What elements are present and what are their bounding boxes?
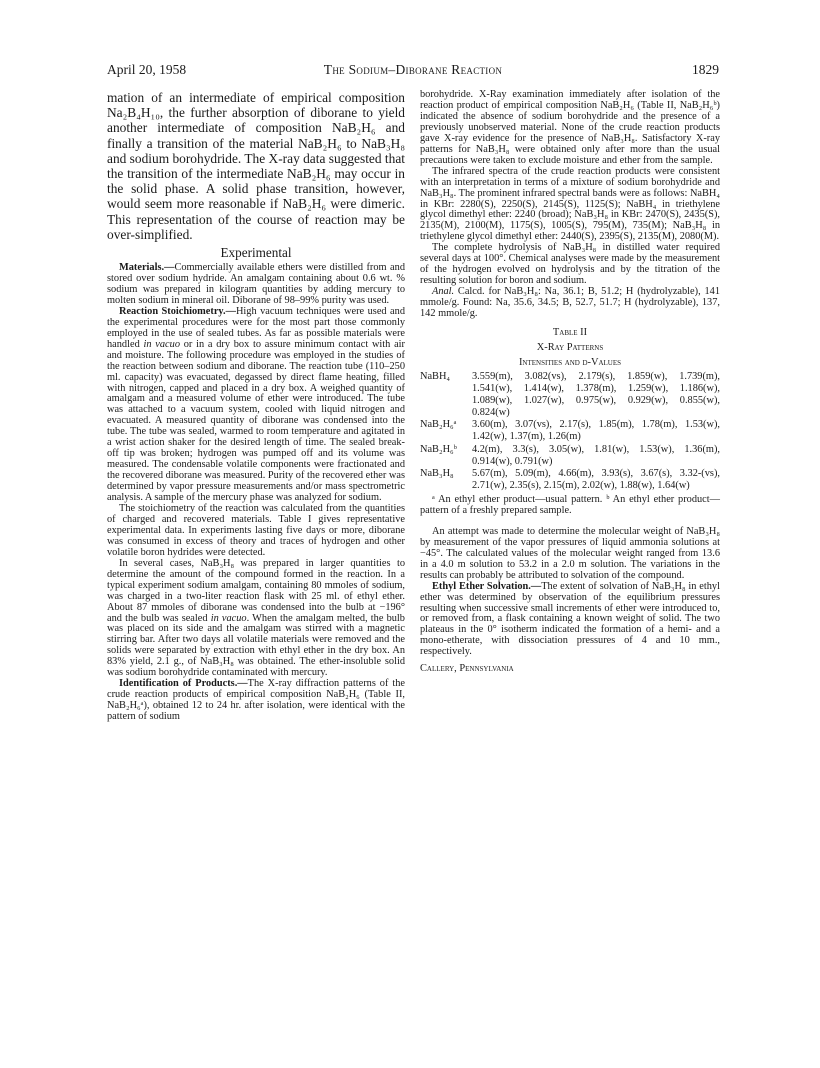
- stoichiometry-paragraph-2: The stoichiometry of the reaction was calculated from the quantities of charged and recovered materials. Table I gives representative experimental data. In experiments lasting five days or more, diborane was consumed in excess of theory and traces of hydrogen and other volatile boron hydrides were detected.: [107, 503, 405, 558]
- section-heading-experimental: Experimental: [220, 245, 292, 261]
- stoichiometry-text-b: or in a dry box to assure minimum contact with air and moisture. The following procedure was employed in the studies of the reaction between sodium and diborane. The reaction tube (110–250 ml. capacity) was evacuated, degassed by direct flame heating, filled with nitrogen, capped and placed in a dry box. A weighed quantity of amalgam and a measured volume of ether were introduced. The tube was attached to a vacuum system, cooled with liquid nitrogen and evacuated. A measured quantity of diborane was condensed into the tube. The tube was sealed, warmed to room temperature and agitated in a wrist action shaker for the desired length of time. The sealed break-off tip was broken; hydrogen was pumped off and its volume was measured. The condensable volatile components were fractionated and the recovered diborane was measured. Purity of the recovered ether was determined by vapor pressure measurements and/or mass spectrometric analysis. A sample of the mercury phase was analyzed for sodium.: [107, 338, 405, 504]
- table-row: [420, 371, 720, 419]
- infrared-paragraph: The infrared spectra of the crude reaction products were consistent with an interpretation in terms of a mixture of sodium borohydride and NaB₃H₈. The prominent infrared spectral bands were as follows: NaBH₄ in KBr: 2280(S), 2250(S), 2145(S), 1125(S); NaBH₄ in triethylene glycol dimethyl ether: 2240 (broad); NaB₃H₈ in KBr: 2470(S), 2435(S), 2135(M), 2100(M), 1175(S), 1005(S), 795(M), 735(M); NaB₃H₈ in triethylene glycol dimethyl ether: 2440(S), 2395(S), 2135(M), 2080(M).: [420, 165, 720, 243]
- table-subtitle: Intensities and d-Values: [518, 357, 622, 369]
- solvation-label: Ethyl Ether Solvation.—: [432, 580, 542, 592]
- stoichiometry-paragraph: [107, 307, 405, 504]
- materials-paragraph: [107, 263, 405, 307]
- table-row: [420, 468, 720, 492]
- several-cases-text-a: In several cases, NaB₃H₈ was prepared in larger quantities to determine the amount of the compound formed in the reaction. In a typical experiment sodium amalgam, containing 80 mmoles of sodium, was charged in a two-liter reaction flask with 25 ml. of ethyl ether. About 87 mmoles of diborane was condensed into the bulb at −196° and the bulb was sealed: [107, 557, 405, 624]
- stoichiometry-label: Reaction Stoichiometry.—: [119, 305, 236, 317]
- table-title: X-Ray Patterns: [536, 342, 604, 354]
- xray-paragraph: borohydride. X-Ray examination immediately after isolation of the reaction product of empirical composition NaB₂H₆ (Table II, NaB₂H₆ᵇ) indicated the absence of sodium borohydride and the presence of a previously unobserved material. None of the crude reaction products gave X-ray evidence for the presence of NaB₃H₈. Satisfactory X-ray patterns for NaB₃H₈ were obtained only after more than the usual precautions were taken to exclude moisture and ether from the sample.: [420, 89, 720, 166]
- xray-table: [420, 371, 720, 492]
- identification-label: Identification of Products.—: [119, 678, 248, 690]
- intro-paragraph: mation of an intermediate of empirical composition Na₂B₄H₁₀, the further absorption of diborane to yield another intermediate of composition NaB₂H₆ and finally a transition of the material NaB₂H₆ to NaB₃H₈ and sodium borohydride. The X-ray data suggested that the transition of the intermediate NaB₂H₆ may occur in the solid phase. A solid phase transition, however, would seem more reasonable if NaB₂H₆ were dimeric. This representation of the course of reaction may be over-simplified.: [107, 90, 405, 242]
- page-number: 1829: [692, 62, 719, 77]
- several-cases-paragraph: [107, 559, 405, 679]
- table-row: [420, 419, 720, 443]
- values-cell: 4.2(m), 3.3(s), 3.05(w), 1.81(w), 1.53(w), 1.36(m), 0.914(w), 0.791(w): [472, 443, 720, 467]
- several-cases-text-b: . When the amalgam melted, the bulb was placed on its side and the amalgam was stirred with a magnetic stirring bar. After two days all volatile materials were removed and the solids were separated by extraction with ethyl ether in the dry box. An 83% yield, 2.1 g., of NaB₃H₈ was obtained. The ether-insoluble solid was sodium borohydride contaminated with mercury.: [107, 612, 405, 679]
- hydrolysis-paragraph: The complete hydrolysis of NaB₃H₈ in distilled water required several days at 100°. Chemical analyses were made by the measurement of the hydrogen evolved on hydrolysis and by the titration of the resulting solution for boron and sodium.: [420, 242, 720, 287]
- analysis-label: Anal.: [432, 286, 455, 298]
- stoichiometry-italic: in vacuo: [143, 338, 180, 350]
- compound-cell: NaB₃H₈: [420, 467, 454, 479]
- several-cases-italic: in vacuo: [210, 612, 247, 624]
- table-number: Table II: [552, 327, 588, 339]
- header-date: April 20, 1958: [107, 62, 187, 77]
- stoichiometry-text-a: High vacuum techniques were used and the experimental procedures were for the most part those commonly employed in the use of sealed tubes. As far as possible materials were handled: [107, 305, 405, 350]
- compound-cell: NaB₂H₆ᵇ: [420, 443, 457, 455]
- values-cell: 3.60(m), 3.07(vs), 2.17(s), 1.85(m), 1.78(m), 1.53(w), 1.42(w), 1.37(m), 1.26(m): [472, 419, 720, 443]
- right-column: [420, 90, 720, 675]
- materials-text: Commercially available ethers were distilled from and stored over sodium hydride. An amalgam containing about 0.6 wt. % sodium was prepared in kilogram quantities by adding mercury to molten sodium in mineral oil. Diborane of 98–99% purity was used.: [107, 262, 405, 306]
- identification-text: The X-ray diffraction patterns of the crude reaction products of empirical composition NaB₂H₆ (Table II, NaB₂H₆ᵃ), obtained 12 to 24 hr. after isolation, were identical with the pattern of sodium: [107, 678, 405, 723]
- table-footnote: ᵃ An ethyl ether product—usual pattern. ᵇ An ethyl ether product—pattern of a freshly prepared sample.: [420, 493, 720, 516]
- header-title: The Sodium–Diborane Reaction: [323, 62, 503, 77]
- solvation-paragraph: [420, 582, 720, 659]
- table-row: [420, 444, 720, 468]
- solvation-text: The extent of solvation of NaB₃H₈ in ethyl ether was determined by observation of the equilibrium pressures resulting when successive small increments of ether were introduced to, or removed from, a flask containing a known weight of solid. The two plateaus in the 0° isotherm indicated the formation of a hemi- and a mono-etherate, with dissociation pressures of 4 and 10 mm., respectively.: [420, 580, 720, 658]
- identification-paragraph: [107, 679, 405, 723]
- running-header: [107, 62, 719, 80]
- compound-cell: NaBH₄: [420, 371, 451, 383]
- analysis-paragraph: [420, 287, 720, 320]
- analysis-text: Calcd. for NaB₃H₈: Na, 36.1; B, 51.2; H (hydrolyzable), 141 mmole/g. Found: Na, 35.6, 34.5; B, 52.7, 51.7; H (hydrolyzable), 137, 142 mmole/g.: [420, 286, 720, 320]
- compound-cell: NaB₂H₆ᵃ: [420, 419, 457, 431]
- materials-label: Materials.—: [119, 262, 175, 274]
- molecular-weight-paragraph: An attempt was made to determine the molecular weight of NaB₃H₈ by measurement of the vapor pressures of liquid ammonia solutions at −45°. The calculated values of the molecular weight ranged from 13.6 in a 4.0 m solution to 53.2 in a 2.0 m solution. The variations in the results can probably be attributed to solvation of the compound.: [420, 525, 720, 581]
- affiliation: Callery, Pennsylvania: [420, 663, 514, 675]
- values-cell: 5.67(m), 5.09(m), 4.66(m), 3.93(s), 3.67(s), 3.32-(vs), 2.71(w), 2.35(s), 2.15(m), 2.02(w), 1.88(w), 1.64(w): [472, 467, 720, 491]
- left-column: [107, 90, 405, 723]
- values-cell: 3.559(m), 3.082(vs), 2.179(s), 1.859(w), 1.739(m), 1.541(w), 1.414(w), 1.378(m), 1.259(w), 1.186(w), 1.089(w), 1.027(w), 0.975(w), 0.929(w), 0.855(w), 0.824(w): [472, 371, 720, 419]
